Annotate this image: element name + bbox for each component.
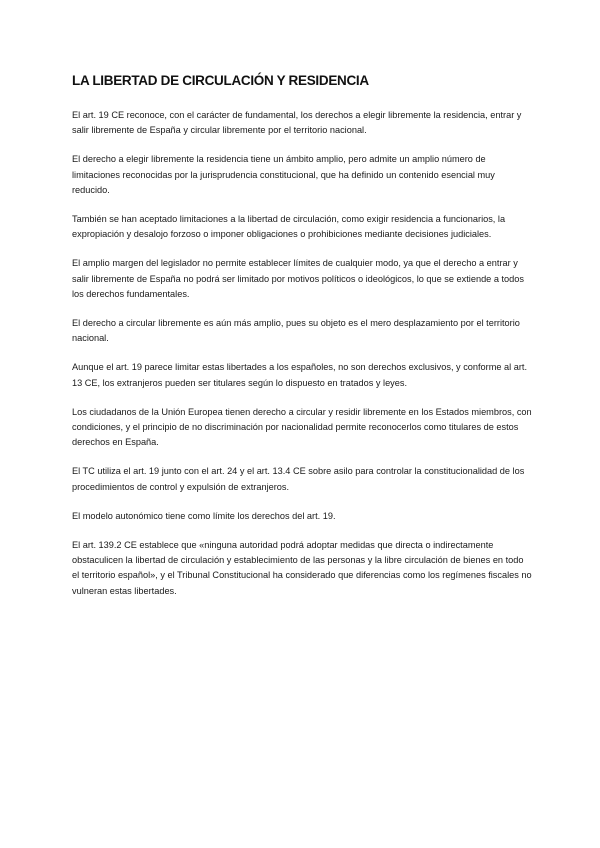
paragraph: El modelo autonómico tiene como límite los derechos del art. 19.: [72, 510, 336, 521]
paragraph: También se han aceptado limitaciones a la libertad de circulación, como exigir residencia a funcionarios, la expropiación y desalojo forzoso o imponer obligaciones o prohibiciones mediante decisiones judiciales.: [72, 214, 506, 240]
paragraph: El derecho a elegir libremente la residencia tiene un ámbito amplio, pero admite un amplio número de limitaciones reconocidas por la jurisprudencia constitucional, que ha definido un contenido esencial muy reducido.: [72, 154, 495, 195]
page-title: LA LIBERTAD DE CIRCULACIÓN Y RESIDENCIA: [72, 73, 369, 88]
paragraph: El art. 139.2 CE establece que «ninguna autoridad podrá adoptar medidas que directa o indirectamente obstaculicen la libertad de circulación y establecimiento de las personas y la libre circulación de bienes en todo el territorio español», y el Tribunal Constitucional ha considerado que diferencias como los regímenes fiscales no vulneran estas libertades.: [72, 540, 532, 596]
paragraph: Los ciudadanos de la Unión Europea tienen derecho a circular y residir libremente en los Estados miembros, con condiciones, y el principio de no discriminación por nacionalidad permite reconocerlos como titulares de estos derechos en España.: [72, 406, 532, 448]
paragraph: Aunque el art. 19 parece limitar estas libertades a los españoles, no son derechos exclusivos, y conforme al art. 13 CE, los extranjeros pueden ser titulares según lo dispuesto en tratados y leyes.: [72, 362, 528, 388]
paragraph: El art. 19 CE reconoce, con el carácter de fundamental, los derechos a elegir libremente la residencia, entrar y salir libremente de España y circular libremente por el territorio nacional.: [72, 110, 522, 136]
document-body: [72, 72, 532, 613]
paragraph: El derecho a circular libremente es aún más amplio, pues su objeto es el mero desplazamiento por el territorio nacional.: [72, 318, 520, 344]
paragraph: El TC utiliza el art. 19 junto con el art. 24 y el art. 13.4 CE sobre asilo para controlar la constitucionalidad de los procedimientos de control y expulsión de extranjeros.: [72, 466, 525, 492]
paragraph: El amplio margen del legislador no permite establecer límites de cualquier modo, ya que el derecho a entrar y salir libremente de España no podrá ser limitado por motivos políticos o ideológicos, lo que se extiende a todos los derechos fundamentales.: [72, 258, 524, 299]
